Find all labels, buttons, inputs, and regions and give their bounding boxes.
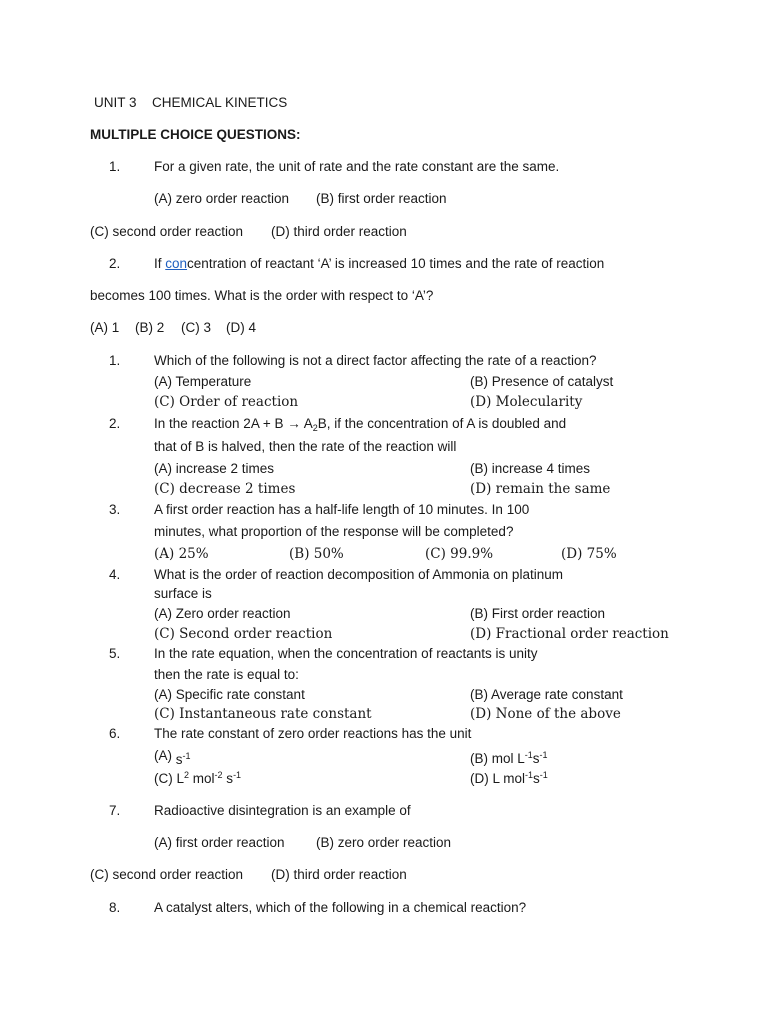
question-number: 4. <box>109 567 121 582</box>
option-c: (C) 3 <box>181 320 211 335</box>
option-c: (C) decrease 2 times <box>154 481 296 497</box>
question-number: 1. <box>109 159 121 174</box>
question-text <box>154 415 566 433</box>
question-text: A first order reaction has a half-life length of 10 minutes. In 100 <box>154 502 530 517</box>
superscript: -1 <box>525 770 534 780</box>
option-d: (D) remain the same <box>470 481 611 497</box>
subscript: 2 <box>312 423 318 433</box>
option-b: (B) First order reaction <box>470 606 606 621</box>
option-a-unit <box>176 752 191 767</box>
option-c: (C) Second order reaction <box>154 626 333 642</box>
superscript: -1 <box>182 751 191 761</box>
option-c: (C) Order of reaction <box>154 394 299 410</box>
question-number: 5. <box>109 646 121 661</box>
question-number: 8. <box>109 900 121 915</box>
option-c: (C) second order reaction <box>90 224 244 239</box>
unit: s <box>175 752 183 767</box>
question-text-part: In the reaction 2A + B <box>154 416 288 431</box>
option-b: (B) Presence of catalyst <box>470 374 614 389</box>
option-c: (C) second order reaction <box>90 867 244 882</box>
question-text: What is the order of reaction decomposition of Ammonia on platinum <box>154 567 563 582</box>
option-a: (A) zero order reaction <box>154 191 290 206</box>
question-text: In the rate equation, when the concentration of reactants is unity <box>154 646 538 661</box>
superscript: -2 <box>214 770 223 780</box>
spellcheck-link[interactable]: con <box>165 256 188 271</box>
option-d: (D) Molecularity <box>470 394 583 410</box>
option-c-label: (C) L <box>154 771 184 786</box>
option-c: (C) Instantaneous rate constant <box>154 706 372 722</box>
question-number: 3. <box>109 502 121 517</box>
option-b: (B) 50% <box>289 546 344 562</box>
question-text: The rate constant of zero order reactions has the unit <box>154 726 472 741</box>
superscript: -1 <box>233 770 242 780</box>
question-text: Radioactive disintegration is an example of <box>154 803 411 818</box>
option-b: (B) increase 4 times <box>470 461 591 476</box>
superscript: -1 <box>524 750 533 760</box>
question-text-line2: minutes, what proportion of the response will be completed? <box>154 524 514 539</box>
superscript: -1 <box>539 770 548 780</box>
option-b: (B) Average rate constant <box>470 687 623 702</box>
option-a: (A) 1 <box>90 320 120 335</box>
option-b <box>470 750 548 768</box>
question-text-part: B, if the concentration of A is doubled and <box>317 416 567 431</box>
option-a: (A) increase 2 times <box>154 461 275 476</box>
option-b: (B) first order reaction <box>316 191 447 206</box>
option-d: (D) third order reaction <box>271 867 407 882</box>
question-number: 6. <box>109 726 121 741</box>
question-number: 2. <box>109 256 121 271</box>
arrow-icon: → <box>287 416 301 431</box>
option-d <box>470 770 548 788</box>
unit: s <box>222 771 234 786</box>
question-text: Which of the following is not a direct factor affecting the rate of a reaction? <box>154 353 597 368</box>
option-b: (B) zero order reaction <box>316 835 452 850</box>
question-text-part: A <box>300 416 313 431</box>
option-a: (A) first order reaction <box>154 835 285 850</box>
question-text-line2: becomes 100 times. What is the order with respect to ‘A’? <box>90 288 434 303</box>
option-d: (D) 4 <box>226 320 256 335</box>
question-text-prefix: If <box>154 256 166 271</box>
question-number: 1. <box>109 353 121 368</box>
question-text <box>154 255 604 273</box>
question-text-line2: that of B is halved, then the rate of the reaction will <box>154 439 457 454</box>
unit-title: CHEMICAL KINETICS <box>152 95 288 110</box>
option-c <box>154 770 241 788</box>
question-text-line2: then the rate is equal to: <box>154 667 299 682</box>
option-d: (D) None of the above <box>470 706 621 722</box>
section-title: MULTIPLE CHOICE QUESTIONS: <box>90 127 301 142</box>
question-number: 7. <box>109 803 121 818</box>
option-a <box>154 747 191 765</box>
question-text: A catalyst alters, which of the following in a chemical reaction? <box>154 900 527 915</box>
option-a: (A) 25% <box>154 546 209 562</box>
option-b: (B) 2 <box>135 320 165 335</box>
option-c: (C) 99.9% <box>425 546 494 562</box>
question-text: For a given rate, the unit of rate and the rate constant are the same. <box>154 159 560 174</box>
unit-label: UNIT 3 <box>94 95 137 110</box>
unit: s <box>532 751 540 766</box>
option-a: (A) Specific rate constant <box>154 687 305 702</box>
question-number: 2. <box>109 416 121 431</box>
option-d: (D) 75% <box>561 546 617 562</box>
option-a-label: (A) <box>154 748 172 763</box>
option-b-label: (B) mol L <box>470 751 525 766</box>
option-d-label: (D) L mol <box>470 771 526 786</box>
option-d: (D) Fractional order reaction <box>470 626 669 642</box>
option-a: (A) Temperature <box>154 374 252 389</box>
superscript: 2 <box>184 770 190 780</box>
question-text-line2: surface is <box>154 586 212 601</box>
unit: mol <box>189 771 215 786</box>
unit: s <box>533 771 540 786</box>
question-text-rest: centration of reactant ‘A’ is increased 10 times and the rate of reaction <box>187 256 605 271</box>
option-d: (D) third order reaction <box>271 224 407 239</box>
superscript: -1 <box>539 750 548 760</box>
option-a: (A) Zero order reaction <box>154 606 291 621</box>
